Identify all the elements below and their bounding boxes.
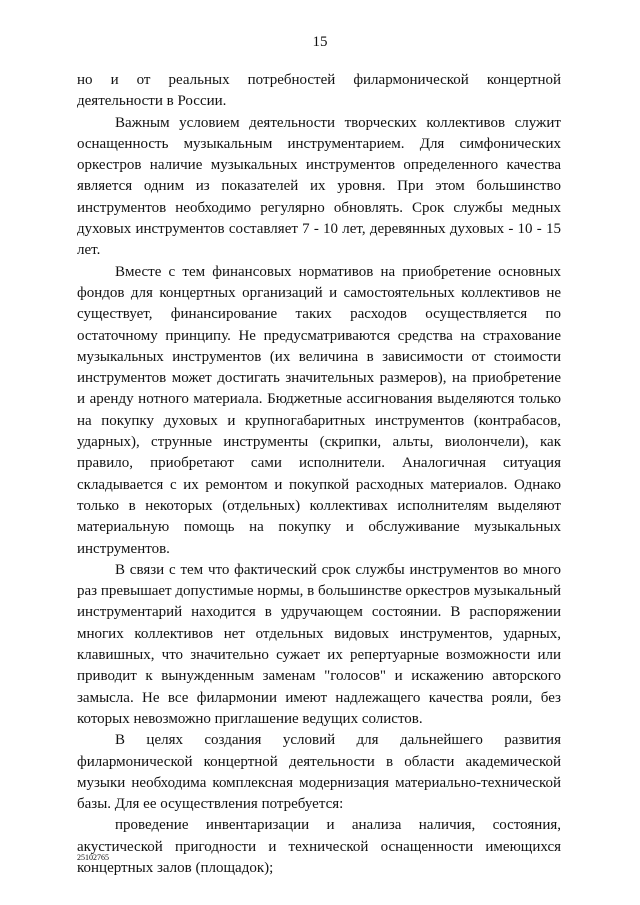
paragraph-continuation: но и от реальных потребностей филармонической концертной деятельности в России. bbox=[77, 72, 561, 110]
paragraph-inventory-item: проведение инвентаризации и анализа наличия, состояния, акустической пригодности и технической оснащенности имеющихся концертных залов (площадок); bbox=[77, 817, 561, 876]
paragraph-service-life: В связи с тем что фактический срок службы инструментов во много раз превышает допустимые нормы, в большинстве оркестров музыкальный инструментарий находится в удручающем состоянии. В распоряжении многих коллективов нет отдельных видовых инструментов, ударных, клавишных, что значительно сужает их репертуарные возможности или приводит к вынужденным заменам "голосов" и искажению авторского замысла. Не все филармонии имеют надлежащего качества рояли, без которых невозможно приглашение ведущих солистов. bbox=[77, 561, 561, 727]
page-number: 15 bbox=[312, 34, 328, 50]
paragraph-instruments-equipment: Важным условием деятельности творческих коллективов служит оснащенность музыкальным инструментарием. Для симфонических оркестров наличие музыкальных инструментов определенного качества является одним из показателей их уровня. При этом большинство инструментов необходимо регулярно обновлять. Срок службы медных духовых инструментов составляет 7 - 10 лет, деревянных духовых - 10 - 15 лет. bbox=[77, 114, 561, 259]
document-code: 25102765 bbox=[77, 853, 109, 862]
paragraph-modernization: В целях создания условий для дальнейшего развития филармонической концертной деятельности в области академической музыки необходима комплексная модернизация материально-технической базы. Для ее осуществления потребуется: bbox=[77, 732, 561, 813]
document-body bbox=[77, 70, 561, 879]
paragraph-financial-standards: Вместе с тем финансовых нормативов на приобретение основных фондов для концертных организаций и самостоятельных коллективов не существует, финансирование таких расходов осуществляется по остаточному принципу. Не предусматриваются средства на страхование музыкальных инструментов (их величина в зависимости от стоимости инструментов может достигать значительных размеров), на приобретение и аренду нотного материала. Бюджетные ассигнования выделяются только на покупку духовых и крупногабаритных инструментов (контрабасов, ударных), струнные инструменты (скрипки, альты, виолончели), как правило, приобретают сами исполнители. Аналогичная ситуация складывается с их ремонтом и покупкой расходных материалов. Однако только в некоторых (отдельных) коллективах исполнителям выделяют материальную помощь на покупку и обслуживание музыкальных инструментов. bbox=[77, 263, 561, 557]
